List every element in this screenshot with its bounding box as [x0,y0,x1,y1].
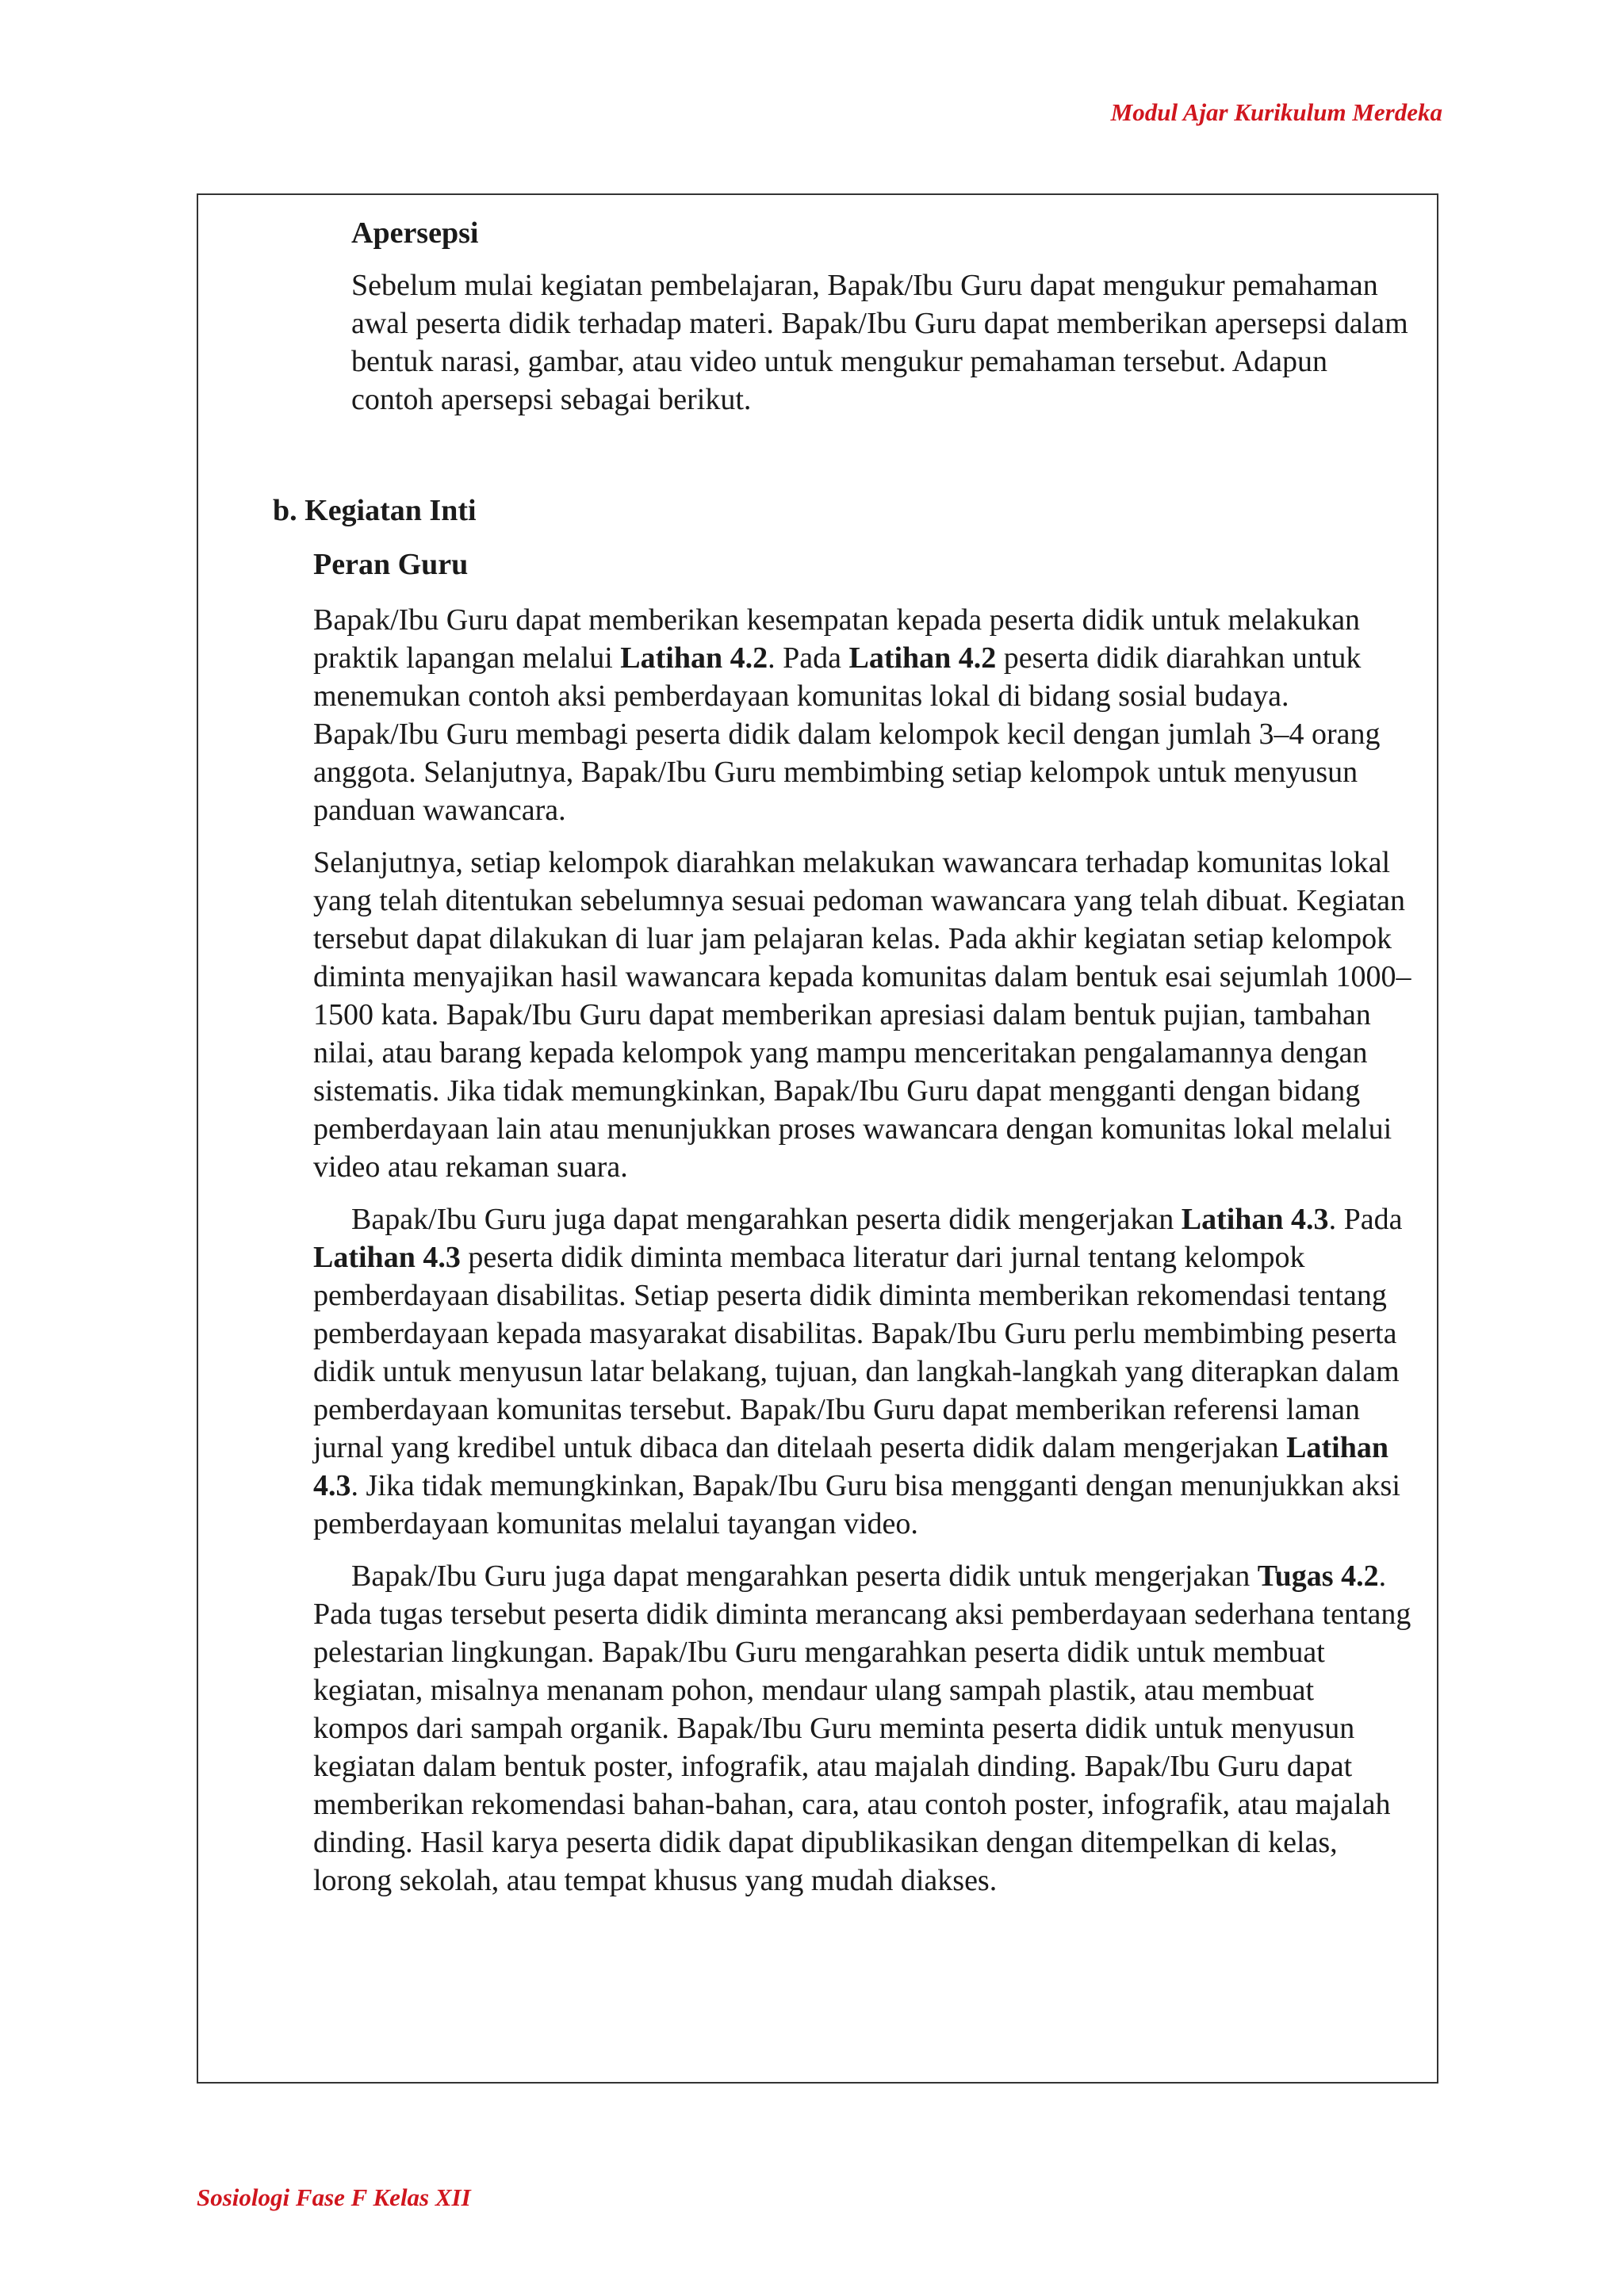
latihan-ref: Latihan 4.3 [313,1431,1388,1502]
peran-guru-section-header [313,545,1423,584]
paragraph-1: Bapak/Ibu Guru dapat memberikan kesempatan kepada peserta didik untuk melakukan praktik lapangan melalui Latihan 4.2. Pada Latihan 4.2 peserta didik diarahkan untuk menemukan contoh aksi pemberdayaan komunitas lokal di bidang sosial budaya. Bapak/Ibu Guru membagi peserta didik dalam kelompok kecil dengan jumlah 3–4 orang anggota. Selanjutnya, Bapak/Ibu Guru membimbing setiap kelompok untuk menyusun panduan wawancara. [313,603,1381,827]
paragraph-3: Bapak/Ibu Guru juga dapat mengarahkan peserta didik mengerjakan Latihan 4.3. Pada Latihan 4.3 peserta didik diminta membaca literatur dari jurnal tentang kelompok pemberdayaan disabilitas. Setiap peserta didik diminta memberikan rekomendasi tentang pemberdayaan kepada masyarakat disabilitas. Bapak/Ibu Guru perlu membimbing peserta didik untuk menyusun latar belakang, tujuan, dan langkah-langkah yang diterapkan dalam pemberdayaan komunitas tersebut. Bapak/Ibu Guru dapat memberikan referensi laman jurnal yang kredibel untuk dibaca dan ditelaah peserta didik dalam mengerjakan Latihan 4.3. Jika tidak memungkinkan, Bapak/Ibu Guru bisa mengganti dengan menunjukkan aksi pemberdayaan komunitas melalui tayangan video. [313,1203,1403,1540]
latihan-ref: Latihan 4.3 [1181,1203,1329,1236]
peran-guru-heading: Peran Guru [313,548,469,581]
running-footer: Sosiologi Fase F Kelas XII [197,2183,471,2211]
latihan-ref: Latihan 4.3 [313,1241,461,1274]
paragraph-4: Bapak/Ibu Guru juga dapat mengarahkan peserta didik untuk mengerjakan Tugas 4.2. Pada tugas tersebut peserta didik diminta merancang aksi pemberdayaan sederhana tentang pelestarian lingkungan. Bapak/Ibu Guru mengarahkan peserta didik untuk membuat kegiatan, misalnya menanam pohon, mendaur ulang sampah plastik, atau membuat kompos dari sampah organik. Bapak/Ibu Guru meminta peserta didik untuk menyusun kegiatan dalam bentuk poster, infografik, atau majalah dinding. Bapak/Ibu Guru dapat memberikan rekomendasi bahan-bahan, cara, atau contoh poster, infografik, atau majalah dinding. Hasil karya peserta didik dapat dipublikasikan dengan ditempelkan di kelas, lorong sekolah, atau tempat khusus yang mudah diakses. [313,1559,1411,1897]
kegiatan-inti-heading: b. Kegiatan Inti [273,494,477,527]
latihan-ref: Latihan 4.2 [848,641,997,675]
apersepsi-paragraph: Sebelum mulai kegiatan pembelajaran, Bapak/Ibu Guru dapat mengukur pemahaman awal peserta didik terhadap materi. Bapak/Ibu Guru dapat memberikan apersepsi dalam bentuk narasi, gambar, atau video untuk mengukur pemahaman tersebut. Adapun contoh apersepsi sebagai berikut. [351,269,1408,416]
peran-guru-body [313,601,1414,1900]
tugas-ref: Tugas 4.2 [1257,1559,1379,1593]
kegiatan-inti-section-header [273,492,1383,530]
running-header: Modul Ajar Kurikulum Merdeka [1110,98,1442,126]
apersepsi-section [351,214,1414,419]
apersepsi-heading: Apersepsi [351,216,479,250]
latihan-ref: Latihan 4.2 [620,641,768,675]
paragraph-2: Selanjutnya, setiap kelompok diarahkan melakukan wawancara terhadap komunitas lokal yang telah ditentukan sebelumnya sesuai pedoman wawancara yang telah dibuat. Kegiatan tersebut dapat dilakukan di luar jam pelajaran kelas. Pada akhir kegiatan setiap kelompok diminta menyajikan hasil wawancara kepada komunitas dalam bentuk esai sejumlah 1000–1500 kata. Bapak/Ibu Guru dapat memberikan apresiasi dalam bentuk pujian, tambahan nilai, atau barang kepada kelompok yang mampu menceritakan pengalamannya dengan sistematis. Jika tidak memungkinkan, Bapak/Ibu Guru dapat mengganti dengan bidang pemberdayaan lain atau menunjukkan proses wawancara dengan komunitas lokal melalui video atau rekaman suara. [313,846,1411,1184]
